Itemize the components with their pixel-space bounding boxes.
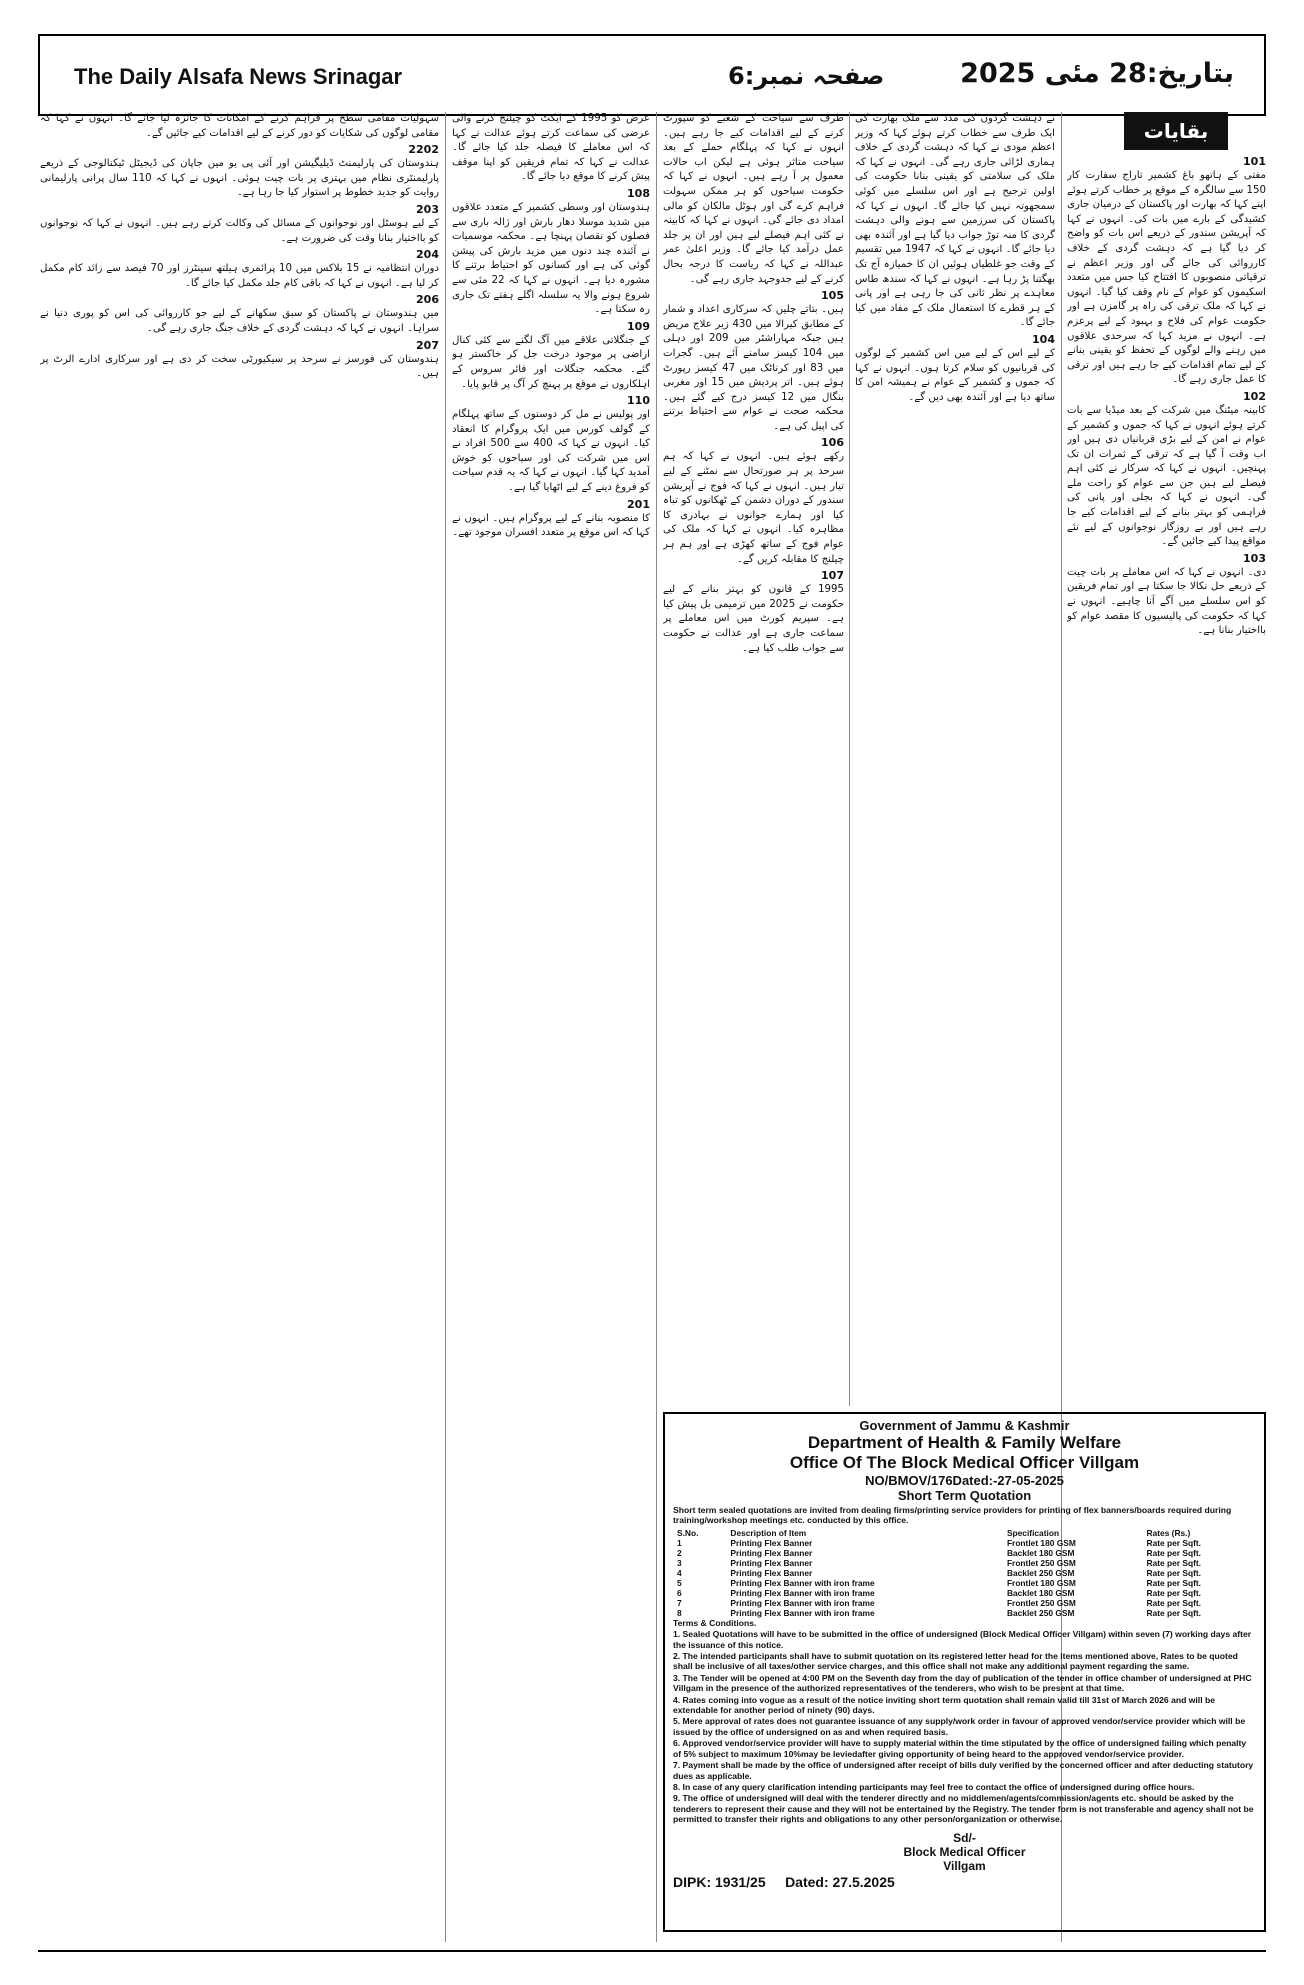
story-number: 203 bbox=[416, 202, 439, 216]
cell-desc: Printing Flex Banner bbox=[730, 1537, 813, 1548]
story-number: 104 bbox=[1032, 332, 1055, 346]
news-column-5 bbox=[40, 112, 439, 1942]
column-divider bbox=[849, 112, 850, 1406]
story-number: 204 bbox=[416, 248, 439, 262]
story-text: عرض کو 1995 کے ایکٹ کو چیلنج کرنے والی عرضی کی سماعت کرتے ہوئے عدالت نے کہا کہ اس معاملے کا فیصلہ جلد کیا جائے گا۔ عدالت نے کہا کہ تمام فریقین کو اپنا موقف پیش کرنے کا موقع دیا جائے گا۔ bbox=[452, 113, 650, 183]
cell-desc: Printing Flex Banner bbox=[730, 1567, 813, 1578]
story-text: مفتی کے ہاتھو باغ کشمیر تاراج سفارت کار 150 سے سالگرہ کے موقع پر خطاب کرتے ہوئے اپنے کہا کہ بھارت اور پاکستان کے درمیان جاری کشیدگی کے بارے میں بات کی۔ انہوں نے کہا کہ آپریشن سندور کے ذریعے اس بات کو واضح کر دیا گیا ہے کہ دہشت گردی کے خلاف کارروائی کی جائے گی اور وزیر اعظم نے ترقیاتی منصوبوں کا افتتاح کیا جس میں متعدد اسکیموں کو عوام کے نام وقف کیا گیا۔ انہوں نے کہا کہ ملک ترقی کی راہ پر گامزن ہے اور حکومت عوام کی فلاح و بہبود کے لیے پرعزم ہے۔ انہوں نے مزید کہا کہ سرحدی علاقوں میں رہنے والے لوگوں کے تحفظ کو یقینی بنانے کے لیے تمام اقدامات کیے جا رہے ہیں اور ترقی کا عمل جاری رہے گا۔ bbox=[1067, 170, 1266, 386]
story-text: نے دہشت گردوں کی مدد سے ملک بھارت کی ایک طرف سے خطاب کرتے ہوئے کہا کہ وزیر اعظم مودی نے کہا کہ دہشت گردی کے خلاف ہماری لڑائی جاری رہے گی۔ انہوں نے کہا کہ ملک کی سلامتی کو یقینی بنانا حکومت کی اولین ترجیح ہے اور اس سلسلے میں کوئی سمجھوتہ نہیں کیا جائے گا۔ انہوں نے کہا کہ پاکستان کی سرزمین سے ہونے والی دہشت گردی کا منہ توڑ جواب دیا گیا ہے اور آئندہ بھی دیا جائے گا۔ انہوں نے کہا کہ 1947 میں تقسیم کے وقت جو غلطیاں ہوئیں ان کا خمیازہ آج تک بھگتنا پڑ رہا ہے۔ انہوں نے کہا کہ سندھ طاس معاہدے پر نظر ثانی کی جا رہی ہے اور پانی کے ہر قطرے کا استعمال ملک کے مفاد میں کیا جائے گا۔ bbox=[855, 113, 1055, 329]
story-text: ہندوستان کی پارلیمنٹ ڈیلیگیشن اور آئی پی یو میں جاپان کی ڈیجیٹل ٹیکنالوجی کے ذریعے پارلیمنٹری نظام میں بہتری پر بات چیت ہوئی۔ انہوں نے کہا کہ 110 سال پرانی پارلیمانی روایت کو جدید خطوط پر استوار کیا جا رہا ہے۔ bbox=[40, 158, 439, 199]
story-number: 2202 bbox=[408, 143, 439, 157]
notice-footer bbox=[673, 1873, 1256, 1890]
table-row bbox=[673, 1578, 1256, 1588]
cell-sno: 2 bbox=[677, 1547, 682, 1558]
notice-number: NO/BMOV/176Dated:-27-05-2025 bbox=[865, 1473, 1064, 1488]
cell-sno: 6 bbox=[677, 1587, 682, 1598]
story-number: 206 bbox=[416, 293, 439, 307]
cell-spec: Frontlet 250 GSM bbox=[1006, 1557, 1076, 1568]
term-item: 4. Rates coming into vogue as a result of the notice inviting short term quotation shall remain valid till 31st of March 2026 and will be extendable for another period of ninety (90) days. bbox=[673, 1694, 1215, 1716]
cell-desc: Printing Flex Banner with iron frame bbox=[730, 1607, 875, 1618]
table-row bbox=[673, 1588, 1256, 1598]
cell-rate: Rate per Sqft. bbox=[1146, 1557, 1201, 1568]
notice-intro: Short term sealed quotations are invited from dealing firms/printing service providers for printing of flex banners/boards required during training/workshop meetings etc. conducted by this office. bbox=[673, 1505, 1232, 1526]
story-text: 1995 کے قانون کو بہتر بنانے کے لیے حکومت نے 2025 میں ترمیمی بل پیش کیا ہے۔ سپریم کورٹ میں اس معاملے پر سماعت جاری ہے اور عدالت نے حکومت سے جواب طلب کیا ہے۔ bbox=[663, 584, 844, 654]
table-row bbox=[673, 1598, 1256, 1608]
story-number: 108 bbox=[627, 186, 650, 200]
notice-department: Department of Health & Family Welfare bbox=[807, 1433, 1122, 1452]
header-specification: Specification bbox=[1006, 1527, 1060, 1538]
cell-spec: Backlet 180 GSM bbox=[1006, 1547, 1075, 1558]
table-header-row bbox=[673, 1528, 1256, 1538]
news-column-3 bbox=[663, 112, 844, 1406]
story-number: 101 bbox=[1243, 155, 1266, 168]
cell-desc: Printing Flex Banner bbox=[730, 1547, 813, 1558]
story-number: 102 bbox=[1243, 389, 1266, 403]
signatory: Block Medical Officer bbox=[903, 1844, 1026, 1859]
story-text: دی۔ انہوں نے کہا کہ اس معاملے پر بات چیت کے ذریعے حل نکالا جا سکتا ہے اور تمام فریقین کو اس سلسلے میں آگے آنا چاہیے۔ انہوں نے کہا کہ حکومت کی پالیسیوں کا مقصد عوام کو بااختیار بنانا ہے۔ bbox=[1067, 566, 1266, 637]
issue-date: بتاریخ:28 مئی 2025 bbox=[960, 58, 1234, 89]
story-text: ہندوستان اور وسطی کشمیر کے متعدد علاقوں میں شدید موسلا دھار بارش اور ژالہ باری سے فصلوں کو نقصان پہنچا ہے۔ محکمہ موسمیات نے آئندہ چند دنوں میں مزید بارش کی پیشن گوئی کی ہے اور کسانوں کو احتیاط برتنے کا مشورہ دیا ہے۔ انہوں نے کہا کہ 22 مئی سے شروع ہونے والا یہ سلسلہ اگلے ہفتے تک جاری رہ سکتا ہے۔ bbox=[452, 201, 650, 316]
table-row bbox=[673, 1608, 1256, 1618]
table-row bbox=[673, 1548, 1256, 1558]
cell-spec: Frontlet 180 GSM bbox=[1006, 1577, 1076, 1588]
tender-notice bbox=[663, 1412, 1266, 1932]
terms-section bbox=[673, 1618, 1256, 1825]
cell-rate: Rate per Sqft. bbox=[1146, 1537, 1201, 1548]
story-text: کے جنگلاتی علاقے میں آگ لگنے سے کئی کنال اراضی پر موجود درخت جل کر خاکستر ہو گئے۔ محکمہ جنگلات اور فائر سروس کے اہلکاروں نے موقع پر پہنچ کر آگ پر قابو پایا۔ bbox=[452, 334, 650, 390]
cell-rate: Rate per Sqft. bbox=[1146, 1567, 1201, 1578]
column-divider bbox=[656, 112, 657, 1942]
story-text: میں ہندوستان نے پاکستان کو سبق سکھانے کے لیے جو کارروائی کی اس کو پوری دنیا نے سراہا۔ انہوں نے کہا کہ دہشت گردی کے خلاف جنگ جاری رہے گی۔ bbox=[40, 308, 439, 334]
story-text: ہیں۔ بتاتے چلیں کہ سرکاری اعداد و شمار کے مطابق کیرالا میں 430 زیر علاج مریض ہیں جبکہ مہاراشٹر میں 209 اور دہلی میں 104 کیسز سامنے آئے ہیں۔ گجرات میں 83 اور کرناٹک میں 47 کیسز رپورٹ ہوئے ہیں۔ اتر پردیش میں 15 اور مغربی بنگال میں 12 کیسز درج کیے گئے ہیں۔ محکمہ صحت نے عوام سے احتیاط برتنے کی اپیل کی ہے۔ bbox=[663, 304, 844, 432]
term-item: 8. In case of any query clarification intending participants may feel free to contact the office of undersigned during office hours. bbox=[673, 1781, 1195, 1792]
story-number: 106 bbox=[821, 436, 844, 450]
cell-desc: Printing Flex Banner with iron frame bbox=[730, 1577, 875, 1588]
cell-sno: 8 bbox=[677, 1607, 682, 1618]
story-text: ہندوستان کی فورسز نے سرحد پر سیکیورٹی سخت کر دی ہے اور سرکاری ادارے الرٹ پر ہیں۔ bbox=[40, 353, 439, 380]
news-column-4 bbox=[452, 112, 650, 1942]
cell-desc: Printing Flex Banner with iron frame bbox=[730, 1587, 875, 1598]
notice-government: Government of Jammu & Kashmir bbox=[859, 1418, 1070, 1433]
header-sno: S.No. bbox=[677, 1527, 699, 1538]
table-row bbox=[673, 1538, 1256, 1548]
column-divider bbox=[445, 112, 446, 1942]
cell-spec: Backlet 180 GSM bbox=[1006, 1587, 1075, 1598]
story-number: 105 bbox=[821, 289, 844, 303]
cell-rate: Rate per Sqft. bbox=[1146, 1577, 1201, 1588]
term-item: 6. Approved vendor/service provider will have to supply material within the time stipulated by the office of undersigned failing which penalty of 5% subject to maximum 10%may be leviedafter giving opportunity of being heard to the approved vendor/service provider. bbox=[673, 1738, 1247, 1759]
term-item: 1. Sealed Quotations will have to be submitted in the office of undersigned (Block Medical Officer Villgam) within seven (7) working days after the issuance of this notice. bbox=[673, 1629, 1252, 1650]
cell-rate: Rate per Sqft. bbox=[1146, 1597, 1201, 1608]
story-text: سہولیات مقامی سطح پر فراہم کرنے کے امکانات کا جائزہ لیا جائے گا۔ انہوں نے کہا کہ مقامی لوگوں کی شکایات کو دور کرنے کے لیے اقدامات کیے جائیں گے۔ bbox=[40, 113, 439, 139]
cell-rate: Rate per Sqft. bbox=[1146, 1587, 1201, 1598]
story-text: کا منصوبہ بنانے کے لیے پروگرام ہیں۔ انہوں نے کہا کہ اس موقع پر متعدد افسران موجود تھے۔ bbox=[452, 512, 650, 539]
story-text: رکھے ہوئے ہیں۔ انہوں نے کہا کہ ہم سرحد پر ہر صورتحال سے نمٹنے کے لیے تیار ہیں۔ انہوں نے کہا کہ فوج نے آپریشن سندور کے دوران دشمن کے ٹھکانوں کو تباہ کیا اور ہمارے جوانوں نے بہادری کا مظاہرہ کیا۔ انہوں نے کہا کہ ملک کی عوام فوج کے ساتھ کھڑی ہے اور ہم ہر چیلنج کا مقابلہ کریں گے۔ bbox=[663, 451, 844, 565]
cell-sno: 4 bbox=[677, 1567, 682, 1578]
story-text: دوران انتظامیہ نے 15 بلاکس میں 10 پرائمری ہیلتھ سینٹرز اور 70 فیصد سے زائد کام مکمل کر لیا ہے۔ انہوں نے کہا کہ باقی کام جلد مکمل کیا جائے گا۔ bbox=[40, 263, 439, 289]
cell-spec: Backlet 250 GSM bbox=[1006, 1607, 1075, 1618]
cell-sno: 1 bbox=[677, 1537, 682, 1548]
term-item: 9. The office of undersigned will deal with the tenderer directly and no middlemen/agents/commission/agents etc. should be asked by the tenderers to represent their cause and they will not be entertained by the Registry. The tender form is not transferable and agency shall not be permitted to transfer their rights and obligations to any other person/organization or otherwise. bbox=[673, 1793, 1254, 1825]
story-number: 103 bbox=[1243, 551, 1266, 565]
cell-spec: Backlet 250 GSM bbox=[1006, 1567, 1075, 1578]
masthead bbox=[38, 34, 1266, 116]
table-row bbox=[673, 1558, 1256, 1568]
signatory-place: Villgam bbox=[943, 1858, 986, 1873]
bottom-rule bbox=[38, 1950, 1266, 1952]
story-text: طرف سے سیاحت کے شعبے کو سپورٹ کرنے کے لیے اقدامات کیے جا رہے ہیں۔ انہوں نے کہا کہ پہلگام حملے کے بعد سیاحت متاثر ہوئی ہے لیکن اب حالات معمول پر آ رہے ہیں۔ انہوں نے کہا کہ حکومت سیاحوں کو ہر ممکن سہولت فراہم کرے گی اور ہوٹل مالکان کو مالی امداد دی جائے گی۔ انہوں نے کہا کہ کابینہ نے کئی اہم فیصلے لیے ہیں اور ان پر جلد عمل درآمد کیا جائے گا۔ وزیر اعلیٰ عمر عبداللہ نے کہا کہ ریاست کا درجہ بحال کرنے کے لیے جدوجہد جاری رہے گی۔ bbox=[663, 113, 844, 285]
cell-desc: Printing Flex Banner with iron frame bbox=[730, 1597, 875, 1608]
notice-office: Office Of The Block Medical Officer Villgam bbox=[789, 1453, 1140, 1472]
term-item: 7. Payment shall be made by the office of undersigned after receipt of bills duly verified by the concerned officer and after deducting statutory dues as applicable. bbox=[673, 1760, 1254, 1781]
section-banner: بقایات bbox=[1124, 112, 1228, 150]
notice-dated: Dated: 27.5.2025 bbox=[785, 1873, 895, 1890]
story-text: اور پولیس نے مل کر دوستوں کے ساتھ پہلگام کے گولف کورس میں ایک پروگرام کا انعقاد کیا۔ انہوں نے کہا کہ 400 سے 500 افراد نے اس میں شرکت کی اور سیاحوں کو خوش آمدید کہا گیا۔ انہوں نے کہا کہ یہ قدم سیاحت کو فروغ دینے کے لیے اٹھایا گیا ہے۔ bbox=[452, 409, 650, 494]
signature-block bbox=[673, 1831, 1256, 1873]
term-item: 2. The intended participants shall have to submit quotation on its registered letter head for the items mentioned above, Rates to be quoted shall be inclusive of all taxes/other service charges, and this office shall not make any additional payment regarding the same. bbox=[673, 1651, 1238, 1672]
cell-spec: Frontlet 250 GSM bbox=[1006, 1597, 1076, 1608]
cell-sno: 7 bbox=[677, 1597, 682, 1608]
cell-spec: Frontlet 180 GSM bbox=[1006, 1537, 1076, 1548]
story-text: کے لیے ہوسٹل اور نوجوانوں کے مسائل کی وکالت کرتے رہے ہیں۔ انہوں نے کہا کہ نوجوانوں کو بااختیار بنانا وقت کی ضرورت ہے۔ bbox=[40, 217, 439, 244]
term-item: 3. The Tender will be opened at 4:00 PM on the Seventh day from the day of publication of the tender in office chamber of undersigned at PHC Villgam in the presence of the authorized representatives of the tenderers, who wish to be present at that time. bbox=[673, 1672, 1252, 1694]
story-number: 110 bbox=[627, 394, 650, 408]
cell-rate: Rate per Sqft. bbox=[1146, 1547, 1201, 1558]
terms-title: Terms & Conditions. bbox=[673, 1617, 757, 1628]
quotation-table bbox=[673, 1528, 1256, 1618]
term-item: 5. Mere approval of rates does not guarantee issuance of any supply/work order in favour of approved vendor/service provider which will be issued by the office of undersigned on as and when required basis. bbox=[673, 1716, 1246, 1737]
story-number: 107 bbox=[821, 569, 844, 583]
header-description: Description of Item bbox=[730, 1527, 807, 1538]
cell-rate: Rate per Sqft. bbox=[1146, 1607, 1201, 1618]
table-row bbox=[673, 1568, 1256, 1578]
cell-sno: 3 bbox=[677, 1557, 682, 1568]
cell-desc: Printing Flex Banner bbox=[730, 1557, 813, 1568]
page-number: صفحہ نمبر:6 bbox=[728, 62, 885, 90]
news-column-2 bbox=[855, 112, 1055, 1406]
sd-mark: Sd/- bbox=[953, 1830, 976, 1845]
story-number: 109 bbox=[627, 319, 650, 333]
story-text: کابینہ میٹنگ میں شرکت کے بعد میڈیا سے بات کرتے ہوئے انہوں نے کہا کہ جموں و کشمیر کے عوام نے امن کے لیے بڑی قربانیاں دی ہیں اور اب وقت آ گیا ہے کہ ترقی کے ثمرات ان تک پہنچیں۔ انہوں نے کہا کہ سرکار نے کئی اہم فیصلے لیے ہیں جن سے عوام کو راحت ملے گی۔ انہوں نے کہا کہ بجلی اور پانی کی فراہمی کو بہتر بنانے کے لیے اقدامات کیے جا رہے ہیں اور بے روزگار نوجوانوں کے لیے نئے مواقع پیدا کیے جائیں گے۔ bbox=[1067, 404, 1266, 548]
story-number: 207 bbox=[416, 338, 439, 352]
cell-sno: 5 bbox=[677, 1577, 682, 1588]
header-rates: Rates (Rs.) bbox=[1146, 1527, 1191, 1538]
dipk-number: DIPK: 1931/25 bbox=[673, 1873, 766, 1890]
paper-name: The Daily Alsafa News Srinagar bbox=[74, 64, 403, 89]
story-text: کے لیے اس کے لیے میں اس کشمیر کے لوگوں کی قربانیوں کو سلام کرتا ہوں۔ انہوں نے کہا کہ جموں و کشمیر کے عوام نے ہمیشہ امن کا ساتھ دیا ہے اور آئندہ بھی دیں گے۔ bbox=[855, 347, 1055, 403]
story-number: 201 bbox=[627, 497, 650, 511]
notice-title: Short Term Quotation bbox=[897, 1488, 1032, 1503]
